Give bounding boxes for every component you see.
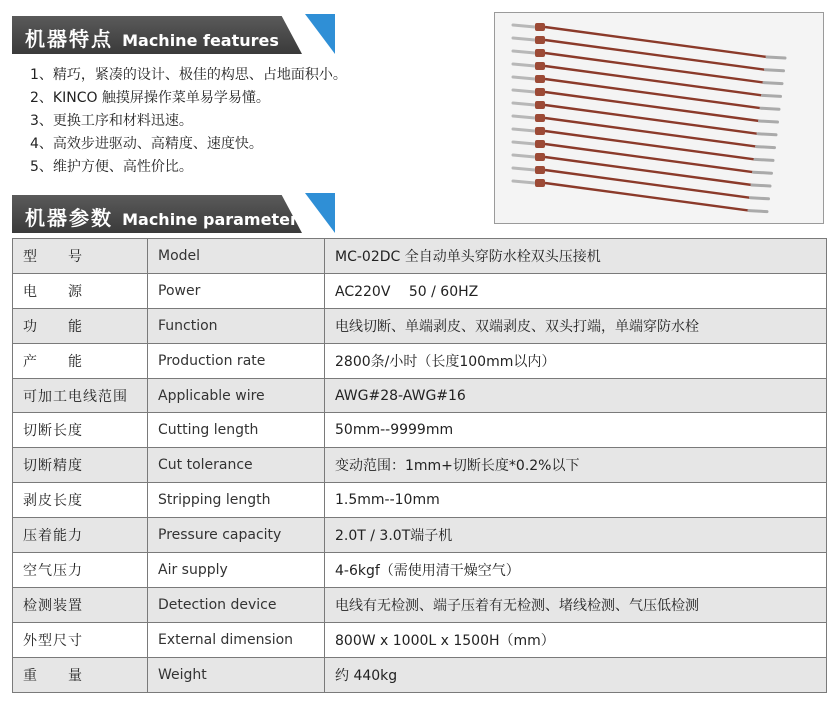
param-value: 50mm--9999mm: [325, 413, 827, 448]
wire-right-terminal: [749, 211, 767, 212]
param-name-zh: 压着能力: [13, 518, 148, 553]
waterproof-seal: [535, 49, 545, 57]
param-value: 约 440kg: [325, 657, 827, 692]
feature-item: 3、更换工序和材料迅速。: [30, 113, 193, 129]
product-photo: [494, 12, 824, 224]
param-value: 2800条/小时（长度100mm以内）: [325, 343, 827, 378]
param-name-zh: 功 能: [13, 308, 148, 343]
parameters-header-accent: [305, 193, 335, 233]
wire-right-terminal: [752, 185, 770, 186]
wire-left-terminal: [513, 168, 535, 170]
wire-right-terminal: [751, 198, 769, 199]
param-value: 4-6kgf（需使用清干燥空气）: [325, 553, 827, 588]
wire-left-terminal: [513, 38, 535, 40]
param-name-zh: 检测装置: [13, 587, 148, 622]
waterproof-seal: [535, 153, 545, 161]
wire-right-terminal: [763, 95, 781, 96]
table-row: [13, 239, 827, 274]
features-header-zh: 机器特点: [25, 27, 113, 51]
param-name-zh: 切断长度: [13, 413, 148, 448]
wire-left-terminal: [513, 25, 535, 27]
param-name-en: Power: [148, 273, 325, 308]
wire-left-terminal: [513, 77, 535, 79]
waterproof-seal: [535, 166, 545, 174]
table-row: [13, 378, 827, 413]
waterproof-seal: [535, 127, 545, 135]
features-header: [0, 14, 335, 56]
wire-left-terminal: [513, 142, 535, 144]
param-name-en: Cutting length: [148, 413, 325, 448]
features-header-en: Machine features: [122, 31, 279, 50]
waterproof-seal: [535, 140, 545, 148]
param-name-en: Model: [148, 239, 325, 274]
wire-right-terminal: [764, 83, 782, 84]
waterproof-seal: [535, 36, 545, 44]
table-row: [13, 343, 827, 378]
table-row: [13, 553, 827, 588]
param-name-en: Weight: [148, 657, 325, 692]
param-name-zh: 产 能: [13, 343, 148, 378]
waterproof-seal: [535, 179, 545, 187]
wire-right-terminal: [766, 70, 784, 71]
wire-right-terminal: [758, 134, 776, 135]
parameters-header-zh: 机器参数: [25, 206, 113, 230]
table-row: [13, 448, 827, 483]
param-name-en: Stripping length: [148, 483, 325, 518]
param-name-en: Detection device: [148, 587, 325, 622]
table-row: [13, 657, 827, 692]
param-name-zh: 电 源: [13, 273, 148, 308]
table-row: [13, 483, 827, 518]
wire-harness-illustration: [495, 13, 823, 223]
features-list: [30, 64, 347, 179]
table-row: [13, 587, 827, 622]
wire-right-terminal: [761, 108, 779, 109]
waterproof-seal: [535, 23, 545, 31]
param-name-zh: 切断精度: [13, 448, 148, 483]
wire-left-terminal: [513, 181, 535, 183]
parameters-header-en: Machine parameters: [122, 210, 308, 229]
table-row: [13, 518, 827, 553]
wire-left-terminal: [513, 103, 535, 105]
waterproof-seal: [535, 75, 545, 83]
param-value: 电线有无检测、端子压着有无检测、堵线检测、气压低检测: [325, 587, 827, 622]
parameters-table: [12, 238, 827, 693]
param-value: 1.5mm--10mm: [325, 483, 827, 518]
wire-left-terminal: [513, 116, 535, 118]
wire-right-terminal: [755, 159, 773, 160]
wire-right-terminal: [767, 57, 785, 58]
param-name-zh: 型 号: [13, 239, 148, 274]
wire-left-terminal: [513, 64, 535, 66]
param-value: MC-02DC 全自动单头穿防水栓双头压接机: [325, 239, 827, 274]
param-name-en: Applicable wire: [148, 378, 325, 413]
param-name-en: Function: [148, 308, 325, 343]
param-name-en: Air supply: [148, 553, 325, 588]
feature-item: 1、精巧，紧凑的设计、极佳的构思、占地面积小。: [30, 67, 347, 83]
param-name-en: External dimension: [148, 622, 325, 657]
feature-item: 2、KINCO 触摸屏操作菜单易学易懂。: [30, 90, 270, 106]
waterproof-seal: [535, 101, 545, 109]
wire-left-terminal: [513, 51, 535, 53]
feature-item: 4、高效步进驱动、高精度、速度快。: [30, 136, 263, 152]
param-name-zh: 外型尺寸: [13, 622, 148, 657]
param-value: 2.0T / 3.0T端子机: [325, 518, 827, 553]
parameters-header-title: [25, 202, 307, 231]
table-row: [13, 273, 827, 308]
features-header-title: [25, 23, 279, 52]
table-row: [13, 308, 827, 343]
param-name-en: Cut tolerance: [148, 448, 325, 483]
wire-left-terminal: [513, 90, 535, 92]
param-value: AC220V 50 / 60HZ: [325, 273, 827, 308]
wire-right-terminal: [754, 172, 772, 173]
wire-left-terminal: [513, 129, 535, 131]
waterproof-seal: [535, 114, 545, 122]
waterproof-seal: [535, 88, 545, 96]
feature-item: 5、维护方便、高性价比。: [30, 159, 193, 175]
param-value: 800W x 1000L x 1500H（mm）: [325, 622, 827, 657]
table-row: [13, 413, 827, 448]
table-row: [13, 622, 827, 657]
wire-right-terminal: [760, 121, 778, 122]
param-name-en: Pressure capacity: [148, 518, 325, 553]
wire-left-terminal: [513, 155, 535, 157]
wire-right-terminal: [757, 147, 775, 148]
param-name-zh: 可加工电线范围: [13, 378, 148, 413]
parameters-header: [0, 193, 335, 235]
waterproof-seal: [535, 62, 545, 70]
param-name-zh: 空气压力: [13, 553, 148, 588]
param-name-zh: 重 量: [13, 657, 148, 692]
param-value: 电线切断、单端剥皮、双端剥皮、双头打端，单端穿防水栓: [325, 308, 827, 343]
param-value: 变动范围：1mm+切断长度*0.2%以下: [325, 448, 827, 483]
param-name-zh: 剥皮长度: [13, 483, 148, 518]
features-header-accent: [305, 14, 335, 54]
param-name-en: Production rate: [148, 343, 325, 378]
param-value: AWG#28-AWG#16: [325, 378, 827, 413]
